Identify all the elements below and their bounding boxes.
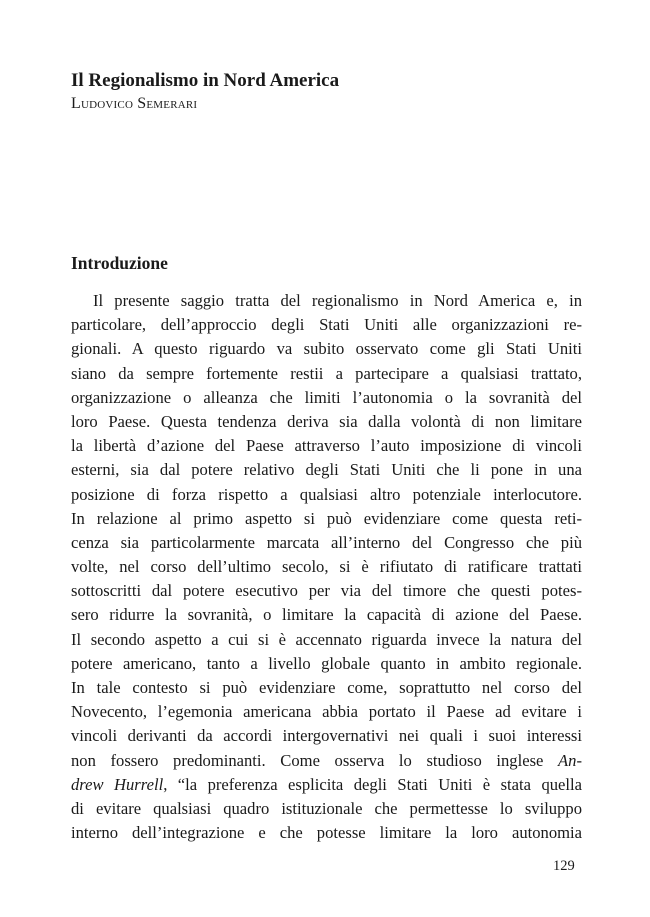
text-line: organizzazione o alleanza che limiti l’autonomia o la sovranità del [71,387,582,407]
chapter-title: Il Regionalismo in Nord America [71,70,340,91]
chapter-author: Ludovico Semerari [71,95,198,112]
text-line: cenza sia particolarmente marcata all’interno del Congresso che più [71,532,582,552]
text-line: Novecento, l’egemonia americana abbia portato il Paese ad evitare i [71,702,582,722]
text-line: di evitare qualsiasi quadro istituzionale che permettesse lo sviluppo [71,798,582,818]
text-line: la libertà d’azione del Paese attraverso l’auto imposizione di vincoli [71,436,582,456]
italic-author-name: drew Hurrell [71,774,164,794]
text-line: Il secondo aspetto a cui si è accennato riguarda invece la natura del [71,629,582,649]
italic-author-name: An- [558,750,582,770]
text-line: interno dell’integrazione e che potesse limitare la loro autonomia [71,823,582,843]
body-paragraph [71,289,582,845]
text-line: siano da sempre fortemente restii a partecipare a qualsiasi trattato, [71,363,582,383]
text-line: In tale contesto si può evidenziare come, soprattutto nel corso del [71,678,582,697]
section-heading: Introduzione [71,253,168,273]
text-line: Il presente saggio tratta del regionalismo in Nord America e, in [93,291,582,310]
text-line [71,773,582,797]
text-segment: , “la preferenza esplicita degli Stati Uniti è stata quella [163,774,582,794]
text-line: gionali. A questo riguardo va subito osservato come gli Stati Uniti [71,339,582,359]
text-line: esterni, sia dal potere relativo degli Stati Uniti che li pone in una [71,460,582,480]
text-segment: non fossero predominanti. Come osserva lo studioso inglese [71,750,544,770]
text-line: particolare, dell’approccio degli Stati Uniti alle organizzazioni re- [71,315,582,335]
text-line: loro Paese. Questa tendenza deriva sia dalla volontà di non limitare [71,411,582,431]
text-line: potere americano, tanto a livello globale quanto in ambito regionale. [71,653,582,673]
text-line: In relazione al primo aspetto si può evidenziare come questa reti- [71,508,582,528]
text-line: sero ridurre la sovranità, o limitare la capacità di azione del Paese. [71,605,582,625]
text-line: volte, nel corso dell’ultimo secolo, si è rifiutato di ratificare trattati [71,557,582,577]
page-number: 129 [553,858,575,874]
text-line: posizione di forza rispetto a qualsiasi altro potenziale interlocutore. [71,484,582,504]
text-line: sottoscritti dal potere esecutivo per via del timore che questi potes- [71,581,582,601]
text-line [71,749,582,773]
text-line: vincoli derivanti da accordi intergovernativi nei quali i suoi interessi [71,726,582,746]
